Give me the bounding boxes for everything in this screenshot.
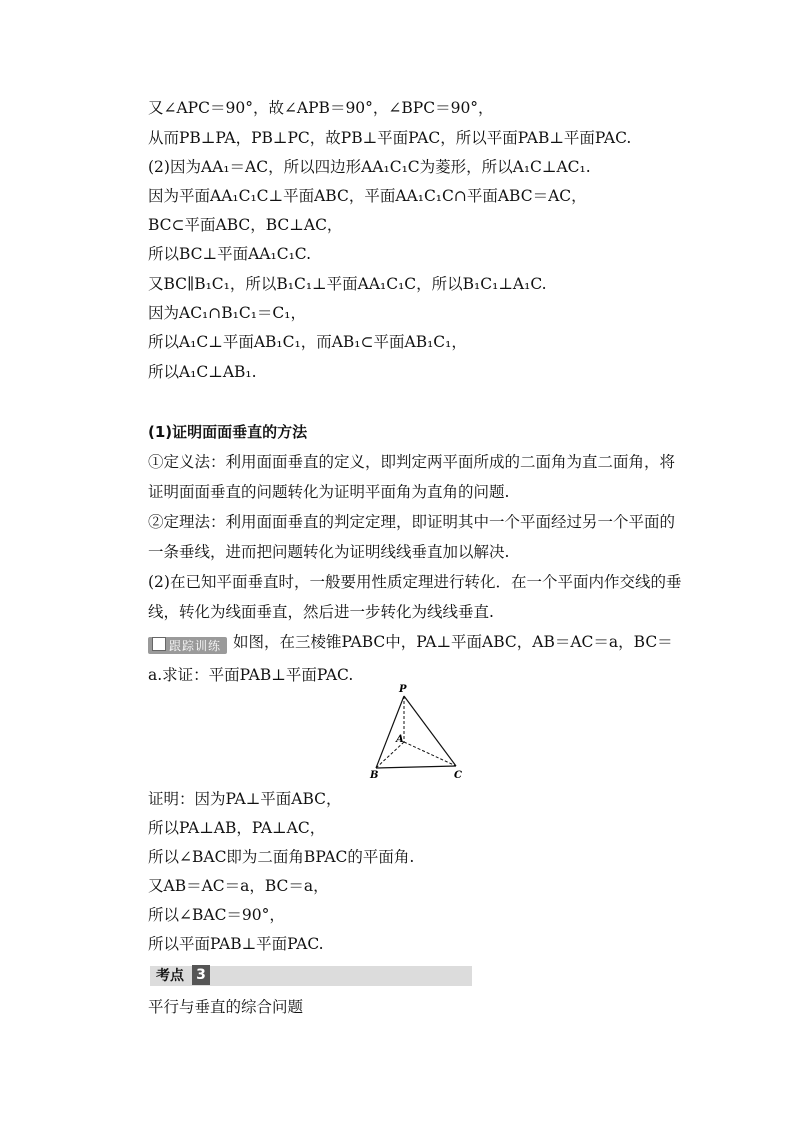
section-number: 3 xyxy=(192,965,210,985)
method-paragraph-1: ①定义法：利用面面垂直的定义，即判定两平面所成的二面角为直二面角，将证明面面垂直的问题转化为证明平面角为直角的问题. xyxy=(148,453,676,501)
method-paragraph-2: ②定理法：利用面面垂直的判定定理，即证明其中一个平面经过另一个平面的一条垂线，进而把问题转化为证明线线垂直加以解决. xyxy=(148,513,676,561)
edge-ab xyxy=(376,742,404,768)
method-paragraph-3: (2)在已知平面垂直时，一般要用性质定理进行转化．在一个平面内作交线的垂线，转化为线面垂直，然后进一步转化为线线垂直. xyxy=(148,573,682,621)
vertex-label-p: P xyxy=(399,684,407,695)
section-title: 平行与垂直的综合问题 xyxy=(148,998,304,1016)
proof2-line-3: 所以∠BAC即为二面角BPAC的平面角. xyxy=(148,848,415,866)
method-heading: (1)证明面面垂直的方法 xyxy=(148,423,308,441)
edge-bc xyxy=(376,766,456,768)
proof2-line-2: 所以PA⊥AB，PA⊥AC， xyxy=(148,819,326,837)
proof-line-3: (2)因为AA₁＝AC，所以四边形AA₁C₁C为菱形，所以A₁C⊥AC₁. xyxy=(148,158,591,176)
proof-line-8: 因为AC₁∩B₁C₁＝C₁， xyxy=(148,304,307,322)
proof-line-7: 又BC∥B₁C₁，所以B₁C₁⊥平面AA₁C₁C，所以B₁C₁⊥A₁C. xyxy=(148,275,547,293)
exercise-badge xyxy=(148,630,227,660)
exercise-text: 如图，在三棱锥PABC中，PA⊥平面ABC，AB＝AC＝a，BC＝a.求证：平面PAB⊥平面PAC. xyxy=(148,633,673,684)
proof-line-10: 所以A₁C⊥AB₁. xyxy=(148,363,257,381)
edge-ac xyxy=(404,742,456,766)
proof-line-4: 因为平面AA₁C₁C⊥平面ABC，平面AA₁C₁C∩平面ABC＝AC， xyxy=(148,187,587,205)
proof2-line-4: 又AB＝AC＝a，BC＝a， xyxy=(148,877,329,895)
notebook-icon xyxy=(152,637,166,651)
edge-pc xyxy=(404,696,456,766)
proof2-line-6: 所以平面PAB⊥平面PAC. xyxy=(148,935,324,953)
proof-line-1: 又∠APC＝90°，故∠APB＝90°，∠BPC＝90°， xyxy=(148,99,494,117)
pyramid-figure xyxy=(360,680,470,780)
section-label: 考点 xyxy=(156,968,184,984)
exercise-badge-label: 跟踪训练 xyxy=(169,639,222,653)
vertex-label-a: A xyxy=(396,734,404,745)
proof-line-6: 所以BC⊥平面AA₁C₁C. xyxy=(148,245,312,263)
proof2-line-5: 所以∠BAC＝90°， xyxy=(148,906,285,924)
edge-pb xyxy=(376,696,404,768)
proof-line-9: 所以A₁C⊥平面AB₁C₁，而AB₁⊂平面AB₁C₁， xyxy=(148,333,467,351)
proof-line-2: 从而PB⊥PA，PB⊥PC，故PB⊥平面PAC，所以平面PAB⊥平面PAC. xyxy=(148,129,632,147)
vertex-label-b: B xyxy=(370,770,379,780)
proof2-line-1: 证明：因为PA⊥平面ABC， xyxy=(148,790,342,808)
proof-line-5: BC⊂平面ABC，BC⊥AC， xyxy=(148,216,343,234)
vertex-label-c: C xyxy=(454,770,462,780)
